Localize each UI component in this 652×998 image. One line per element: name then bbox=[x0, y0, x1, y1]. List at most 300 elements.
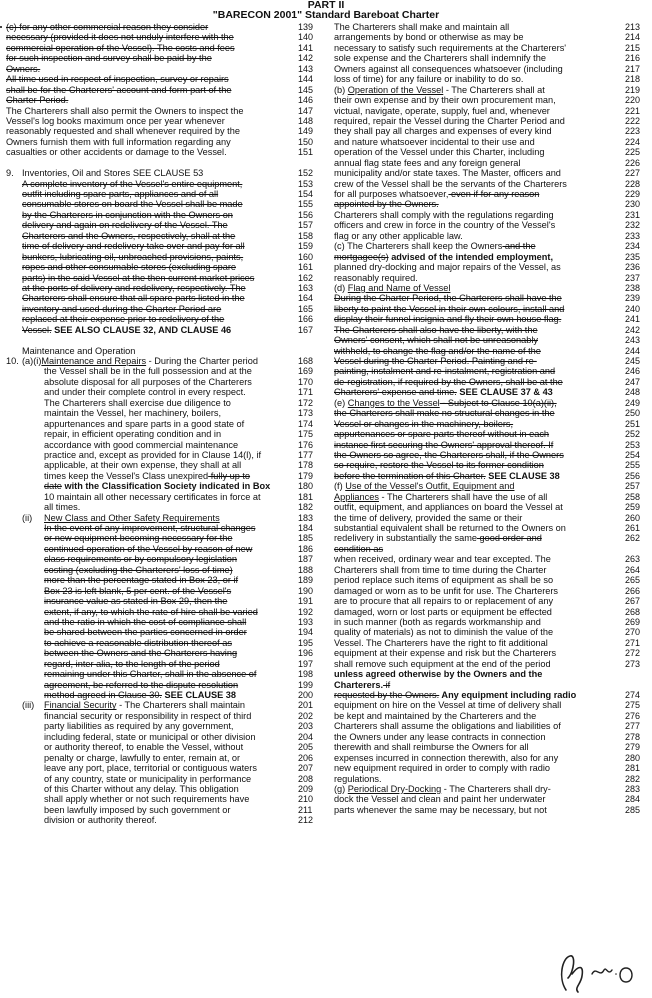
text-segment: arrangements by bond or otherwise as may be bbox=[334, 32, 524, 43]
line-text bbox=[334, 199, 439, 209]
text-segment: and under their complete control in every respect. bbox=[44, 387, 246, 398]
text-segment: - The Charterers shall at bbox=[443, 84, 545, 95]
line-text bbox=[334, 596, 553, 606]
clause-number: 10. bbox=[6, 356, 19, 366]
text-line bbox=[334, 742, 650, 752]
added-segment: SEE CLAUSE 37 & 43 bbox=[456, 387, 553, 398]
text-line bbox=[334, 492, 650, 502]
line-number: 182 bbox=[298, 502, 314, 513]
clause-number: 9. bbox=[6, 168, 14, 179]
line-number: 168 bbox=[298, 356, 314, 366]
text-segment: - The Charterers shall maintain bbox=[116, 700, 246, 711]
text-line bbox=[334, 680, 650, 690]
line-text bbox=[334, 784, 551, 794]
text-line bbox=[6, 252, 320, 262]
text-line bbox=[6, 106, 320, 116]
line-number: 156 bbox=[298, 209, 314, 220]
text-segment: - The Charterers shall dry- bbox=[441, 783, 551, 794]
line-number: 162 bbox=[298, 272, 314, 283]
text-line bbox=[6, 450, 320, 460]
text-segment: be kept and maintained by the Charterers and the bbox=[334, 710, 537, 721]
text-segment: reasonably requested and shall whenever required by the bbox=[6, 126, 240, 137]
text-line bbox=[6, 471, 320, 481]
text-line bbox=[334, 137, 650, 147]
text-line bbox=[6, 325, 320, 335]
line-number: 249 bbox=[625, 397, 641, 408]
text-segment: New Class and Other Safety Requirements bbox=[44, 512, 220, 523]
text-line bbox=[6, 460, 320, 470]
line-text bbox=[6, 106, 243, 116]
text-segment: substantial equivalent shall be returned to the Owners on bbox=[334, 523, 566, 533]
heading-segment: Changes to the Vessel bbox=[347, 397, 440, 408]
text-line bbox=[334, 805, 650, 815]
line-number: 281 bbox=[625, 763, 641, 774]
text-line bbox=[334, 481, 650, 491]
text-segment: when received, ordinary wear and tear excepted. The bbox=[334, 554, 551, 565]
text-segment: expenses incurred in connection therewith, also for any bbox=[334, 752, 559, 763]
line-number: 172 bbox=[298, 397, 314, 408]
text-line bbox=[334, 293, 650, 303]
right-text-column bbox=[334, 22, 650, 815]
text-line bbox=[6, 126, 320, 136]
line-number: 223 bbox=[625, 126, 641, 137]
line-number: 283 bbox=[625, 783, 641, 794]
line-text bbox=[334, 607, 552, 617]
text-line bbox=[334, 273, 650, 283]
text-line bbox=[334, 794, 650, 804]
text-line bbox=[334, 64, 650, 74]
line-text bbox=[44, 450, 261, 460]
line-number: 217 bbox=[625, 63, 641, 74]
text-line bbox=[6, 544, 320, 554]
text-line bbox=[334, 262, 650, 272]
text-segment: their own expense and by their own procurement man, bbox=[334, 95, 556, 106]
text-line bbox=[6, 784, 320, 794]
text-segment: before the termination of this Charter. bbox=[334, 470, 486, 481]
deleted-segment: even if for any reason bbox=[448, 189, 540, 199]
line-text bbox=[44, 481, 270, 491]
line-text bbox=[334, 262, 561, 272]
text-line bbox=[6, 377, 320, 387]
line-text bbox=[334, 116, 565, 126]
line-text bbox=[6, 22, 208, 32]
left-text-column bbox=[6, 22, 320, 826]
line-number: 205 bbox=[298, 742, 314, 753]
text-segment: Inventories, Oil and Stores SEE CLAUSE 53 bbox=[22, 168, 204, 179]
line-text bbox=[334, 53, 546, 63]
text-segment: they shall pay all charges and expenses of every kind bbox=[334, 126, 552, 137]
line-text bbox=[6, 32, 234, 42]
text-line bbox=[334, 513, 650, 523]
line-number: 149 bbox=[298, 126, 314, 137]
line-number: 161 bbox=[298, 262, 314, 273]
text-segment: or authority thereof, to enable the Vessel, without bbox=[44, 742, 244, 753]
line-number: 262 bbox=[625, 533, 641, 544]
line-text bbox=[334, 544, 383, 554]
line-number: 270 bbox=[625, 627, 641, 638]
text-segment: instance first securing the Owners' approval thereof. If bbox=[334, 439, 554, 450]
line-text bbox=[334, 22, 509, 32]
text-line bbox=[6, 356, 320, 366]
line-text bbox=[334, 742, 529, 752]
text-line bbox=[6, 742, 320, 752]
text-line bbox=[6, 408, 320, 418]
added-segment: SEE ALSO CLAUSE 32, AND CLAUSE 46 bbox=[51, 324, 232, 335]
text-line bbox=[334, 95, 650, 105]
text-line bbox=[334, 774, 650, 784]
line-text bbox=[334, 460, 544, 470]
text-line bbox=[334, 85, 650, 95]
text-line bbox=[334, 440, 650, 450]
text-line bbox=[6, 158, 320, 168]
text-segment: at the ports of delivery and redelivery, respectively. The bbox=[22, 282, 246, 293]
line-number: 219 bbox=[625, 84, 641, 95]
line-text bbox=[334, 502, 563, 512]
text-segment: division or authority thereof. bbox=[44, 815, 157, 826]
text-line bbox=[6, 314, 320, 324]
line-number: 193 bbox=[298, 616, 314, 627]
text-line bbox=[6, 596, 320, 606]
text-line bbox=[6, 53, 320, 63]
line-number: 244 bbox=[625, 345, 641, 356]
line-number: 201 bbox=[298, 700, 314, 711]
line-text bbox=[334, 273, 418, 283]
text-segment: including federal, state or municipal or other division bbox=[44, 731, 256, 742]
text-line bbox=[6, 627, 320, 637]
text-segment: between the Owners and the Charterers having bbox=[44, 648, 238, 659]
text-line bbox=[6, 262, 320, 272]
line-text bbox=[44, 669, 256, 679]
text-segment: more than the percentage stated in Box 23, or if bbox=[44, 575, 239, 586]
text-line bbox=[6, 387, 320, 397]
line-text bbox=[334, 106, 550, 116]
line-number: 264 bbox=[625, 564, 641, 575]
text-line bbox=[334, 502, 650, 512]
heading-segment: Use of the Vessel's Outfit, Equipment and bbox=[345, 481, 515, 492]
text-line bbox=[6, 74, 320, 84]
text-segment: All time used in respect of inspection, survey or repairs bbox=[6, 74, 229, 85]
line-text bbox=[44, 711, 251, 721]
text-segment: of any country, state or municipality in performance bbox=[44, 773, 252, 784]
text-line bbox=[334, 168, 650, 178]
line-number: 273 bbox=[625, 658, 641, 669]
text-line bbox=[334, 356, 650, 366]
text-line bbox=[334, 304, 650, 314]
text-segment: shall be for the Charterers' account and form part of the bbox=[6, 84, 232, 95]
line-number: 187 bbox=[298, 554, 314, 565]
line-number: 141 bbox=[298, 42, 314, 53]
line-text bbox=[334, 565, 546, 575]
text-segment: (e) bbox=[334, 397, 348, 408]
line-number: 218 bbox=[625, 74, 641, 85]
text-line bbox=[334, 179, 650, 189]
line-text bbox=[334, 721, 561, 731]
line-number: 269 bbox=[625, 616, 641, 627]
text-segment: the Charterers shall make no structural changes in the bbox=[334, 408, 555, 419]
line-number: 147 bbox=[298, 105, 314, 116]
text-line bbox=[6, 283, 320, 293]
line-text bbox=[44, 554, 237, 564]
text-line bbox=[6, 64, 320, 74]
text-line bbox=[6, 210, 320, 220]
line-number: 236 bbox=[625, 262, 641, 273]
line-text bbox=[22, 210, 233, 220]
line-number: 271 bbox=[625, 637, 641, 648]
text-segment: times keep the Vessel's Class unexpired bbox=[44, 470, 209, 481]
text-line bbox=[6, 22, 320, 32]
text-segment: absolute disposal for all purposes of the Charterers bbox=[44, 376, 252, 387]
text-segment: During the Charter Period, the Charterers shall have the bbox=[334, 293, 562, 304]
line-number: 165 bbox=[298, 303, 314, 314]
added-segment: SEE CLAUSE 38 bbox=[485, 470, 560, 481]
text-segment: agreement, be referred to the dispute resolution bbox=[44, 679, 239, 690]
line-number: 232 bbox=[625, 220, 641, 231]
line-number: 254 bbox=[625, 449, 641, 460]
text-line bbox=[6, 753, 320, 763]
line-number: 278 bbox=[625, 731, 641, 742]
heading-segment: Periodical Dry-Docking bbox=[347, 783, 442, 794]
line-text bbox=[334, 627, 553, 637]
line-text bbox=[334, 690, 576, 700]
text-line bbox=[6, 304, 320, 314]
line-number: 220 bbox=[625, 95, 641, 106]
text-segment: party liabilities as required by any government, bbox=[44, 721, 234, 732]
text-line bbox=[6, 680, 320, 690]
text-segment: applicable, at their own expense, they shall at all bbox=[44, 460, 242, 471]
line-number: 143 bbox=[298, 63, 314, 74]
deleted-segment: and the bbox=[502, 241, 536, 252]
text-segment: necessary (provided it does not unduly interfere with the bbox=[6, 32, 234, 43]
text-line bbox=[334, 554, 650, 564]
text-segment: Appliances bbox=[334, 491, 379, 502]
text-line bbox=[334, 648, 650, 658]
line-text bbox=[334, 314, 561, 324]
text-line bbox=[334, 711, 650, 721]
line-number: 148 bbox=[298, 115, 314, 126]
text-segment: municipality and/or state taxes. The Master, officers and bbox=[334, 168, 561, 179]
clause-number: (ii) bbox=[22, 512, 33, 523]
text-line bbox=[6, 554, 320, 564]
line-number: 279 bbox=[625, 742, 641, 753]
line-number: 231 bbox=[625, 209, 641, 220]
added-segment: Any equipment including radio bbox=[439, 690, 577, 700]
line-text bbox=[22, 262, 236, 272]
line-number: 185 bbox=[298, 533, 314, 544]
text-line bbox=[334, 283, 650, 293]
line-number: 181 bbox=[298, 491, 314, 502]
text-segment: planned dry-docking and major repairs of the Vessel, as bbox=[334, 262, 561, 273]
line-number: 265 bbox=[625, 575, 641, 586]
line-text bbox=[44, 815, 157, 825]
text-line bbox=[334, 106, 650, 116]
text-line bbox=[6, 231, 320, 241]
text-line bbox=[6, 794, 320, 804]
text-line bbox=[6, 43, 320, 53]
line-number: 159 bbox=[298, 241, 314, 252]
text-segment: bunkers, lubricating oil, unbroached provisions, paints, bbox=[22, 251, 244, 262]
line-text bbox=[44, 586, 231, 596]
line-number: 202 bbox=[298, 710, 314, 721]
line-text bbox=[22, 283, 246, 293]
line-text bbox=[44, 429, 221, 439]
text-segment: operation of the Vessel under this Charter, including bbox=[334, 147, 545, 158]
line-text bbox=[44, 794, 249, 804]
line-number: 189 bbox=[298, 575, 314, 586]
text-line bbox=[6, 419, 320, 429]
text-line bbox=[6, 429, 320, 439]
deleted-segment: fully up to bbox=[208, 470, 251, 481]
text-segment: class requirements or by compulsory legislation bbox=[44, 554, 238, 565]
line-text bbox=[334, 429, 549, 439]
text-segment: by the Charterers in conjunction with the Owners on bbox=[22, 209, 233, 220]
line-text bbox=[334, 471, 560, 481]
line-number: 142 bbox=[298, 53, 314, 64]
line-text bbox=[334, 74, 523, 84]
text-segment: outfit including spare parts, appliances and of all bbox=[22, 189, 219, 199]
text-line bbox=[6, 648, 320, 658]
line-text bbox=[44, 419, 244, 429]
text-segment: new equipment required in order to comply with radio bbox=[334, 763, 551, 774]
text-segment: Maintenance and Operation bbox=[22, 345, 136, 356]
text-segment: Vessel during the Charter Period. Painting and re- bbox=[334, 356, 537, 366]
line-text bbox=[44, 408, 221, 418]
line-text bbox=[44, 377, 252, 387]
line-number: 170 bbox=[298, 376, 314, 387]
text-segment: sole expense and the Charterers shall indemnify the bbox=[334, 53, 546, 64]
text-segment: ropes and other consumable stores (excluding spare bbox=[22, 262, 236, 273]
text-line bbox=[334, 419, 650, 429]
text-line bbox=[334, 335, 650, 345]
text-segment: costing (excluding the Charterers' loss of time) bbox=[44, 564, 233, 575]
document-title: "BARECON 2001" Standard Bareboat Charter bbox=[212, 9, 440, 21]
text-line bbox=[334, 220, 650, 230]
line-number: 210 bbox=[298, 794, 314, 805]
line-text bbox=[334, 95, 556, 105]
line-text bbox=[334, 168, 561, 178]
text-segment: shall remove such equipment at the end of the period bbox=[334, 658, 551, 669]
line-number: 228 bbox=[625, 178, 641, 189]
text-segment: damaged or worn as to be unfit for use. The Charterers bbox=[334, 585, 559, 596]
text-segment: Charterers shall ensure that all spare parts listed in the bbox=[22, 293, 245, 304]
text-segment: Charterers. bbox=[334, 679, 384, 690]
line-number: 213 bbox=[625, 22, 641, 32]
line-number: 221 bbox=[625, 105, 641, 116]
text-segment: time of delivery and redelivery take over and pay for all bbox=[22, 241, 245, 252]
text-line bbox=[6, 147, 320, 157]
line-number: 215 bbox=[625, 42, 641, 53]
text-segment: (c) The Charterers shall keep the Owners bbox=[334, 241, 503, 252]
line-text bbox=[44, 575, 238, 585]
text-segment: appointed by the Owners. bbox=[334, 199, 439, 210]
line-number: 263 bbox=[625, 554, 641, 565]
line-number: 266 bbox=[625, 585, 641, 596]
text-line bbox=[334, 346, 650, 356]
text-segment: casualties or other accidents or damage to the Vessel. bbox=[6, 147, 227, 158]
line-text bbox=[44, 440, 238, 450]
line-text bbox=[44, 784, 239, 794]
text-line bbox=[334, 32, 650, 42]
line-text bbox=[334, 325, 538, 335]
line-number: 139 bbox=[298, 22, 314, 32]
text-line bbox=[6, 502, 320, 512]
text-line bbox=[334, 210, 650, 220]
text-line bbox=[334, 575, 650, 585]
line-text bbox=[44, 680, 238, 690]
line-text bbox=[22, 199, 243, 209]
line-number: 188 bbox=[298, 564, 314, 575]
line-text bbox=[334, 346, 541, 356]
line-number: 248 bbox=[625, 387, 641, 398]
line-number: 251 bbox=[625, 418, 641, 429]
line-number: 235 bbox=[625, 251, 641, 262]
line-number: 179 bbox=[298, 470, 314, 481]
line-text bbox=[334, 32, 523, 42]
line-number: 183 bbox=[298, 512, 314, 523]
line-text bbox=[44, 471, 250, 481]
line-text bbox=[6, 126, 240, 136]
text-line bbox=[6, 241, 320, 251]
line-number: 252 bbox=[625, 429, 641, 440]
line-number: 212 bbox=[298, 815, 314, 826]
text-line bbox=[334, 22, 650, 32]
margin-mark bbox=[0, 26, 2, 28]
line-text bbox=[334, 387, 553, 397]
text-segment: (a)(i) bbox=[22, 356, 42, 366]
text-segment: the Owners under any lease contracts in connection bbox=[334, 731, 546, 742]
text-line bbox=[334, 700, 650, 710]
line-text bbox=[334, 805, 547, 815]
text-segment: flag or any other applicable law. bbox=[334, 230, 463, 241]
line-number: 237 bbox=[625, 272, 641, 283]
text-line bbox=[6, 335, 320, 345]
line-text bbox=[334, 680, 390, 690]
line-text bbox=[6, 43, 235, 53]
line-text bbox=[22, 168, 203, 178]
line-number: 204 bbox=[298, 731, 314, 742]
line-number: 192 bbox=[298, 606, 314, 617]
line-text bbox=[334, 408, 555, 418]
text-line bbox=[6, 523, 320, 533]
line-number: 176 bbox=[298, 439, 314, 450]
text-line bbox=[334, 408, 650, 418]
text-segment: necessary to satisfy such requirements at the Charterers' bbox=[334, 42, 567, 53]
text-segment: practice and, except as provided for in Clause 14(l), if bbox=[44, 449, 262, 460]
text-segment: reasonably required. bbox=[334, 272, 418, 283]
text-line bbox=[334, 617, 650, 627]
text-segment: Owners furnish them with full information regarding any bbox=[6, 136, 231, 147]
text-segment: 10 maintain all other necessary certificates in force at bbox=[44, 491, 261, 502]
text-segment: maintain the Vessel, her machinery, boilers, bbox=[44, 408, 222, 419]
text-line bbox=[334, 325, 650, 335]
line-text bbox=[334, 231, 463, 241]
text-line bbox=[6, 116, 320, 126]
line-number: 234 bbox=[625, 241, 641, 252]
line-text bbox=[334, 753, 558, 763]
line-number: 258 bbox=[625, 491, 641, 502]
text-line bbox=[6, 607, 320, 617]
text-line bbox=[6, 346, 320, 356]
line-text bbox=[44, 690, 236, 700]
text-segment: de-registration, if required by the Owners, shall be at the bbox=[334, 376, 563, 387]
text-line bbox=[6, 95, 320, 105]
line-text bbox=[334, 586, 558, 596]
text-segment: crew of the Vessel shall be the servants of the Charterers bbox=[334, 178, 567, 189]
deleted-segment: if bbox=[383, 679, 391, 690]
text-segment: Financial Security bbox=[44, 700, 117, 711]
line-text bbox=[44, 366, 252, 376]
text-segment: Charterers' expense and time. bbox=[334, 387, 457, 398]
line-text bbox=[334, 64, 563, 74]
